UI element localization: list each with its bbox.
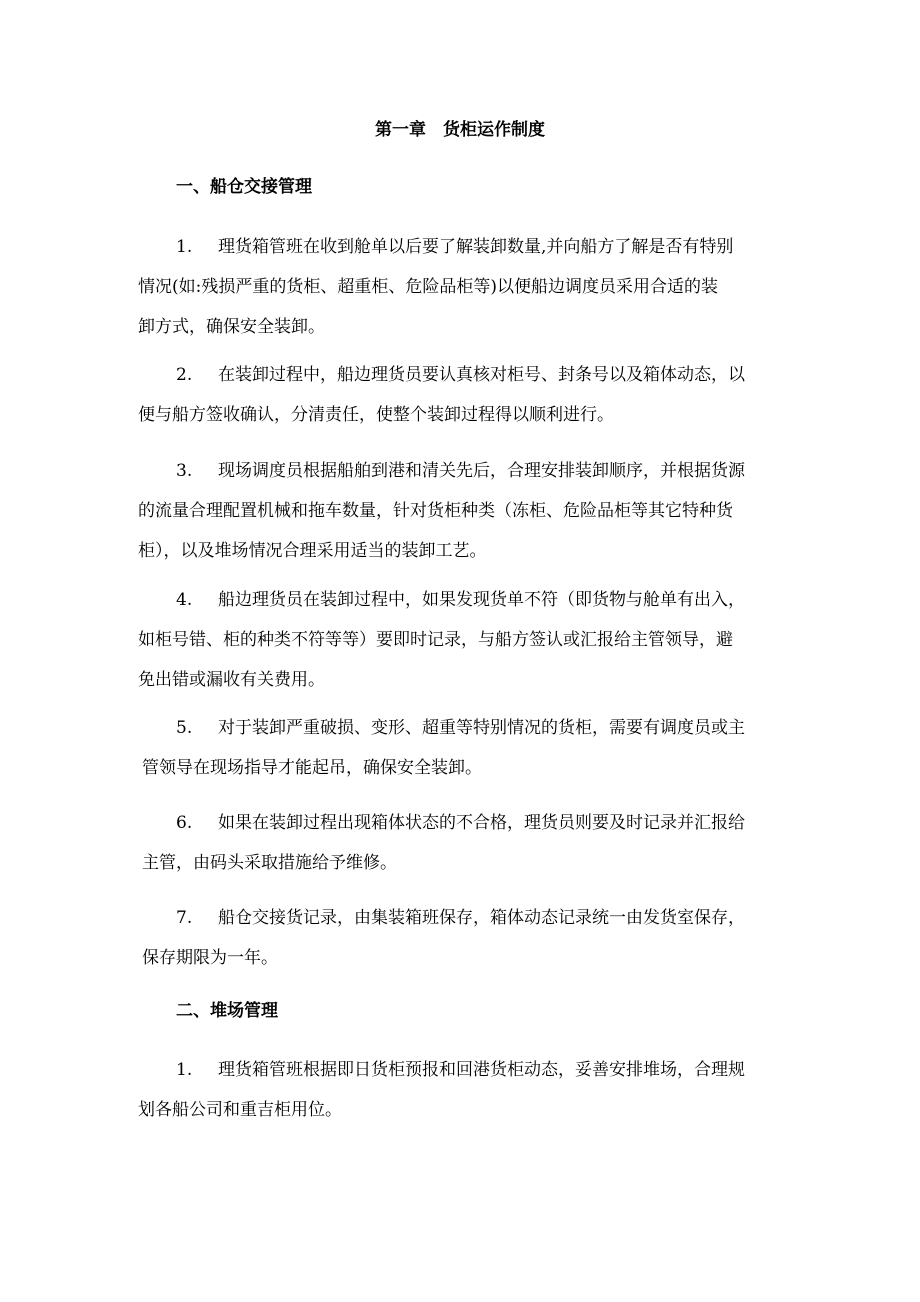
paragraph-line: 免出错或漏收有关费用。 bbox=[138, 670, 325, 690]
paragraph-1-2 bbox=[138, 355, 778, 435]
paragraph-2-1 bbox=[138, 1050, 778, 1130]
paragraph-line: 卸方式，确保安全装卸。 bbox=[138, 317, 325, 337]
paragraph-line: 在装卸过程中，船边理货员要认真核对柜号、封条号以及箱体动态，以 bbox=[218, 365, 745, 385]
paragraph-1-7 bbox=[138, 898, 778, 978]
item-number: 5. bbox=[176, 718, 193, 738]
paragraph-line: 船边理货员在装卸过程中，如果发现货单不符（即货物与舱单有出入， bbox=[218, 590, 745, 610]
section-heading-handover: 一、船仓交接管理 bbox=[176, 177, 312, 197]
paragraph-line: 如果在装卸过程出现箱体状态的不合格，理货员则要及时记录并汇报给 bbox=[218, 813, 745, 833]
item-number: 4. bbox=[176, 590, 193, 610]
item-number: 2. bbox=[176, 365, 193, 385]
item-number: 3. bbox=[176, 461, 193, 481]
paragraph-line: 的流量合理配置机械和拖车数量，针对货柜种类（冻柜、危险品柜等其它特种货 bbox=[138, 501, 733, 521]
chapter-title: 第一章 货柜运作制度 bbox=[375, 120, 545, 140]
paragraph-line: 现场调度员根据船舶到港和清关先后，合理安排装卸顺序，并根据货源 bbox=[218, 461, 745, 481]
paragraph-line: 理货箱管班根据即日货柜预报和回港货柜动态，妥善安排堆场，合理规 bbox=[218, 1060, 745, 1080]
paragraph-line: 对于装卸严重破损、变形、超重等特别情况的货柜，需要有调度员或主 bbox=[218, 718, 745, 738]
item-number: 1. bbox=[176, 1060, 193, 1080]
paragraph-line: 船仓交接货记录，由集装箱班保存，箱体动态记录统一由发货室保存， bbox=[218, 908, 745, 928]
paragraph-line: 保存期限为一年。 bbox=[142, 948, 278, 968]
paragraph-line: 便与船方签收确认，分清责任，使整个装卸过程得以顺利进行。 bbox=[138, 405, 614, 425]
paragraph-1-4 bbox=[138, 580, 778, 700]
paragraph-1-6 bbox=[138, 803, 778, 883]
paragraph-1-1 bbox=[138, 227, 778, 347]
item-number: 1. bbox=[176, 237, 193, 257]
paragraph-line: 主管，由码头采取措施给予维修。 bbox=[142, 853, 397, 873]
paragraph-line: 柜），以及堆场情况合理采用适当的装卸工艺。 bbox=[138, 541, 487, 561]
paragraph-line: 如柜号错、柜的种类不符等等）要即时记录，与船方签认或汇报给主管领导，避 bbox=[138, 630, 733, 650]
item-number: 6. bbox=[176, 813, 193, 833]
paragraph-1-3 bbox=[138, 451, 778, 571]
paragraph-line: 理货箱管班在收到舱单以后要了解装卸数量,并向船方了解是否有特别 bbox=[218, 237, 734, 257]
paragraph-line: 划各船公司和重吉柜用位。 bbox=[138, 1100, 342, 1120]
paragraph-line: 情况(如:残损严重的货柜、超重柜、危险品柜等)以便船边调度员采用合适的装 bbox=[138, 277, 718, 297]
item-number: 7. bbox=[176, 908, 193, 928]
paragraph-line: 管领导在现场指导才能起吊，确保安全装卸。 bbox=[142, 758, 482, 778]
section-heading-yard: 二、堆场管理 bbox=[176, 1001, 278, 1021]
paragraph-1-5 bbox=[138, 708, 778, 788]
